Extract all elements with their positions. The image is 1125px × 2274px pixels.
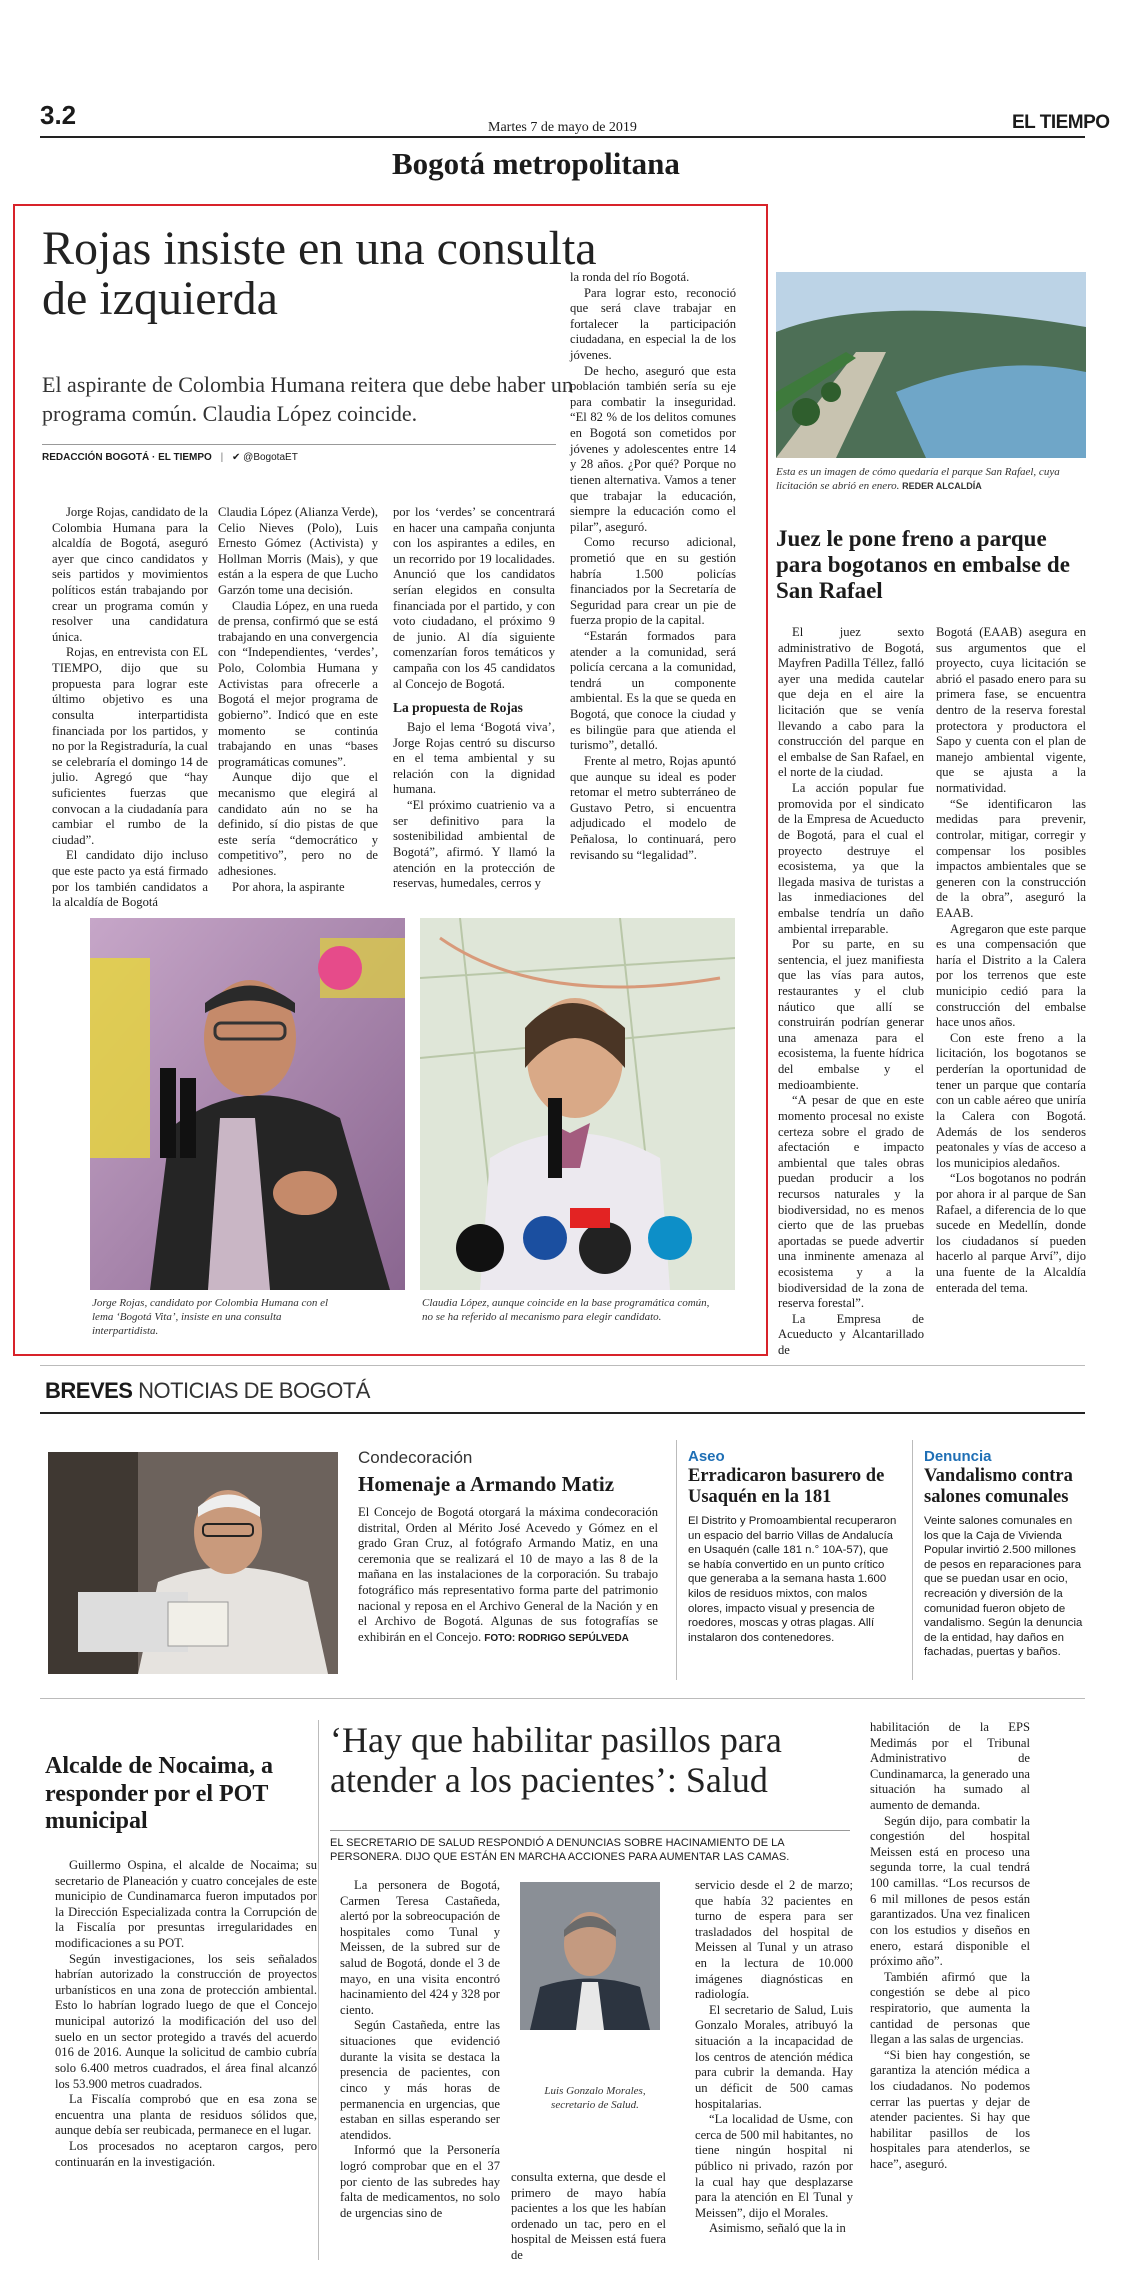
side-col-2 [936, 625, 1086, 1296]
main-col3-p3: “El próximo cuatrienio va a ser definitivo para la sostenibilidad ambiental de Bogotá”, afirmó. Y llamó la atención en la protección de reservas, humedales, cerros y [393, 798, 555, 891]
nocaima-p4: Los procesados no aceptaron cargos, pero continuarán en la investigación. [55, 2138, 317, 2169]
photo-claudia-lopez-image [420, 918, 735, 1290]
byline [42, 452, 298, 463]
photo-luis-gonzalo-morales [520, 1882, 660, 2030]
san-rafael-photo-credit: REDER ALCALDÍA [902, 480, 982, 491]
salud-photo-caption: Luis Gonzalo Morales, secretario de Salud. [544, 2085, 646, 2111]
photo-jorge-rojas-image [90, 918, 405, 1290]
main-col2-p2: Claudia López, en una rueda de prensa, confirmó que se está trabajando en una convergencia con “Independientes, ‘verdes’, Polo, Colombia Humana y Activistas para ofrecerle a Bogotá el mejor programa de gobierno”. Indicó que en este momento se continúa trabajando en unas “bases programáticas comunes”. [218, 598, 378, 769]
breve1-kicker: Condecoración [358, 1448, 473, 1467]
side-col2-p5: “Los bogotanos no podrán por ahora ir al parque de San Rafael, a diferencia de lo que sucede en Medellín, donde los ciudadanos sí pueden hacerlo al parque Arví”, dijo una fuente de la Alcaldía enterada del tema. [936, 1171, 1086, 1295]
side-col2-p4: Con este freno a la licitación, los bogotanos se perderían la oportunidad de tener un parque que contaría con un cable aéreo que uniría la Calera con Bogotá. Además de los senderos peatonales y vías de acceso a los municipios aledaños. [936, 1030, 1086, 1170]
nocaima-divider [318, 1720, 319, 2260]
salud-col-4 [870, 1720, 1030, 2173]
photo-jorge-rojas [90, 918, 405, 1290]
main-col3-subhead: La propuesta de Rojas [393, 700, 523, 716]
breves-divider-2 [912, 1440, 913, 1680]
salud-col4-p3: También afirmó que la congestión se debe al pico respiratorio, que aumenta la cantidad de personas que llegan a las salas de urgencias. [870, 1969, 1030, 2047]
header-rule [40, 136, 1085, 138]
breve3-body: Veinte salones comunales en los que la Caja de Vivienda Popular invirtió 2.500 millones de pesos en reparaciones para que se puedan usar en ocio, recreación y diversión de la comunidad fueron objeto de vandalismo. Según la denuncia de la entidad, hay daños en fachadas, puertas y baños. [924, 1515, 1083, 1659]
twitter-handle: @BogotaET [243, 452, 298, 463]
breve2-body: El Distrito y Promoambiental recuperaron un espacio del barrio Villas de Andalucía en Usaquén (calle 181 n.° 10A-57), que se había convertido en un punto crítico que generaba a la semana hasta 1.600 kilos de residuos mixtos, con malos olores, impacto visual y presencia de roedores, moscas y otras plagas. Allí instalaron dos contenedores. [688, 1515, 897, 1644]
byline-rule [42, 444, 556, 445]
side-col1-p3: Por su parte, en su sentencia, el juez manifiesta que las vías para autos, restaurantes y el club náutico que allí se construirán podrían generar una amenaza para el ecosistema, la fuente hídrica del embalse y el medioambiente. [778, 937, 924, 1092]
breve1-body [358, 1505, 658, 1645]
salud-col-1 [340, 1878, 500, 2221]
photo1-caption: Jorge Rojas, candidato por Colombia Humana con el lema ‘Bogotá Vita’, insiste en una consulta interpartidista. [92, 1297, 329, 1337]
breve1-headline: Homenaje a Armando Matiz [358, 1472, 615, 1496]
main-col2-p4: Por ahora, la aspirante [232, 879, 345, 894]
main-col3-p2: Bajo el lema ‘Bogotá viva’, Jorge Rojas centró su discurso en el tema ambiental y su relación con la dignidad humana. [393, 720, 555, 797]
side-col1-p1: El juez sexto administrativo de Bogotá, Mayfren Padilla Téllez, falló ayer una medida cautelar que deja en el aire la licitación que se venía llevando a cabo para la construcción del parque en el embalse de San Rafael, en el norte de la ciudad. [778, 625, 924, 780]
breve1-text: El Concejo de Bogotá otorgará la máxima condecoración distrital, Orden al Mérito José Acevedo y Gómez en el grado Gran Cruz, al fotógrafo Armando Matiz, en una ceremonia que se realizará el 10 de mayo a las 8 de la mañana en las instalaciones de la corporación. Su trabajo fotográfico más representativo forma parte del patrimonio nacional y reposa en el Archivo General de la Nación y en el Archivo de Bogotá. Algunas de sus fotografías se exhibirán en el Concejo. [358, 1505, 658, 1644]
main-col4-p5: “Estarán formados para atender a la comunidad, será policía cercana a la comunidad, tendrá un componente ambiental. Es la que se queda en Bogotá, que conoce la ciudad y es bilingüe para que atienda el turismo”, detalló. [570, 629, 736, 753]
main-deck: El aspirante de Colombia Humana reitera que debe haber un programa común. Claudia López coincide. [42, 372, 573, 427]
section-title: Bogotá metropolitana [392, 146, 680, 181]
main-col4-p1: la ronda del río Bogotá. [570, 270, 690, 284]
side-col-1 [778, 625, 924, 1359]
side-headline: Juez le pone freno a parque para bogotanos en embalse de San Rafael [776, 526, 1070, 603]
photo-san-rafael-image [776, 272, 1086, 458]
salud-col3-p3: “La localidad de Usme, con cerca de 500 mil habitantes, no tiene ningún hospital ni público ni privado, razón por la cual hay que desplazarse para la atención en El Tunal y Meissen”, dijo el Morales. [695, 2112, 853, 2220]
nocaima-p3: La Fiscalía comprobó que en esa zona se encuentra una planta de residuos sólidos que, aunque debía ser reubicada, permanece en el lugar. [55, 2092, 317, 2138]
masthead-logo: EL TIEMPO [1012, 112, 1110, 133]
salud-col3-p4: Asimismo, señaló que la in [709, 2221, 846, 2236]
side-col2-p1: Bogotá (EAAB) asegura en sus argumentos que el proyecto, cuya licitación se abrió el pasado enero para su primera fase, se encuentra dentro de la reserva forestal protectora y productora el Sapo y cuenta con el plan de manejo ambiental vigente, que se ajusta a la normatividad. [936, 625, 1086, 796]
photo-luis-gonzalo-morales-image [520, 1882, 660, 2030]
issue-date: Martes 7 de mayo de 2019 [488, 120, 637, 135]
breves-top-rule [40, 1365, 1085, 1366]
byline-divider: | [220, 452, 224, 463]
breves-label-rule [40, 1412, 1085, 1414]
breves-divider-1 [676, 1440, 677, 1680]
breve2-kicker: Aseo [688, 1448, 725, 1465]
main-col4-p4: Como recurso adicional, prometió que en su gestión habría 1.500 policías financiados por la Secretaría de Seguridad para crear un pie de fuerza propio de la capital. [570, 535, 736, 628]
main-col3-p1: por los ‘verdes’ se concentrará en hacer una campaña conjunta con los aspirantes a ediles, en un recorrido por 19 localidades. Anunció que los candidatos serían elegidos en consulta financiada por el partido, y con voto ciudadano, el próximo 9 de junio. Al día siguiente comenzarían foros temáticos y campaña con los 45 candidatos al Concejo de Bogotá. [393, 505, 555, 691]
main-col-1 [52, 505, 208, 911]
byline-text: REDACCIÓN BOGOTÁ · EL TIEMPO [42, 452, 212, 463]
photo2-caption: Claudia López, aunque coincide en la base programática común, no se ha referido al mecanismo para elegir candidato. [422, 1297, 710, 1323]
main-col1-p2: Rojas, en entrevista con EL TIEMPO, dijo que su propuesta para lograr este último objetivo es una consulta interpartidista financiada por los partidos, y no por la Registraduría, la cual se celebraría el domingo 14 de julio. Agregó que “hay suficientes fuerzas que convocan a la ciudadanía para cambiar el rumbo de la ciudad”. [52, 645, 208, 847]
salud-col1-p1: La personera de Bogotá, Carmen Teresa Castañeda, alertó por la sobreocupación de hospitales como Tunal y Meissen, de la subred sur de salud de Bogotá, donde el 3 de mayo, en una visita encontró hacinamiento del 424 y 328 por ciento. [340, 1878, 500, 2017]
main-col-3 [393, 505, 555, 892]
side-col2-p3: Agregaron que este parque es una compensación que haría el Distrito a la Calera por los terrenos que este municipio cedió para la construcción del embalse hace unos años. [936, 921, 1086, 1030]
main-col-2 [218, 505, 378, 895]
san-rafael-caption [776, 466, 1082, 494]
salud-deck-rule [330, 1830, 850, 1831]
main-col1-p1: Jorge Rojas, candidato de la Colombia Humana para la alcaldía de Bogotá, aseguró ayer que cinco candidatos y seis partidos y movimientos políticos están trabajando por crear un programa común y resolver una candidatura única. [52, 505, 208, 644]
photo-claudia-lopez [420, 918, 735, 1290]
main-col4-p6: Frente al metro, Rojas apuntó que aunque su ideal es poder retomar el metro subterráneo de Gustavo Petro, si encuentra adjudicado el modelo de Peñalosa, lo continuará, pero revisando su “legalidad”. [570, 753, 736, 862]
nocaima-body [55, 1858, 317, 2170]
side-col2-p2: “Se identificaron las medidas para prevenir, controlar, mitigar, corregir y compensar los posibles impactos ambientales que se generen con la construcción de la obra”, aseguró la EAAB. [936, 796, 1086, 920]
salud-deck: EL SECRETARIO DE SALUD RESPONDIÓ A DENUNCIAS SOBRE HACINAMIENTO DE LA PERSONERA. DIJO QUE ESTÁN EN MARCHA ACCIONES PARA AUMENTAR LAS CAMAS. [330, 1837, 790, 1864]
nocaima-p2: Según investigaciones, los seis señalados habrían autorizado la construcción de proyectos urbanísticos en una zona de protección ambiental. Esto lo habrían logrado luego de que el Concejo municipal autorizó la modificación del uso del suelo en un sector protegido a través del acuerdo 016 de 2016. Aunque la solicitud de cambio cubría solo 6.400 metros cuadrados, el área final alcanzó los 53.900 metros cuadrados. [55, 1951, 317, 2091]
breve3-kicker: Denuncia [924, 1448, 992, 1465]
photo-armando-matiz-image [48, 1452, 338, 1674]
main-col4-p3: De hecho, aseguró que esta población también sería su eje para combatir la inseguridad. “El 82 % de los delitos comunes en Bogotá son cometidos por jóvenes y adolescentes entre 14 y 28 años. ¿Por qué? Porque no tienen alternativa. Vamos a tener que trabajar la educación, siempre la educación como el pilar”, aseguró. [570, 363, 736, 534]
salud-col4-p1: habilitación de la EPS Medimás por el Tribunal Administrativo de Cundinamarca, la generado una situación ha sumado al aumento de demanda. [870, 1720, 1030, 1813]
photo-san-rafael [776, 272, 1086, 458]
main-col4-p2: Para lograr esto, reconoció que será clave trabajar en fortalecer la participación ciudadana, en especial la de los jóvenes. [570, 285, 736, 363]
photo-armando-matiz [48, 1452, 338, 1674]
salud-col-3 [695, 1878, 853, 2237]
salud-col-2-tail: consulta externa, que desde el primero de mayo había pacientes a los que les habían ordenado un tac, pero en el hospital de Meissen está fuera de [511, 2170, 666, 2263]
breves-bottom-rule [40, 1698, 1085, 1699]
salud-col1-p2: Según Castañeda, entre las situaciones que evidenció durante la visita se destaca la presencia de pacientes, con cinco y más horas de permanencia en urgencias, que estaban en sillas esperando ser atendidos. [340, 2018, 500, 2142]
salud-col1-p3: Informó que la Personería logró comprobar que en el 37 por ciento de las subredes hay falta de medicamentos, no solo de urgencias sino de [340, 2143, 500, 2220]
nocaima-p1: Guillermo Ospina, el alcalde de Nocaima; su secretario de Planeación y cuatro concejales de este municipio de Cundinamarca fueron imputados por la Dirección Especializada contra la Corrupción de la Fiscalía por presuntas irregularidades en modificaciones a su POT. [55, 1858, 317, 1951]
breves-label-bold: BREVES [45, 1378, 133, 1403]
side-col1-p5: La Empresa de Acueducto y Alcantarillado de [778, 1311, 924, 1358]
twitter-icon: ✔ [232, 452, 241, 463]
main-col2-p1: Claudia López (Alianza Verde), Celio Nieves (Polo), Luis Ernesto Gómez (Activista) y Hollman Morris (Mais), y que están a la espera de que Lucho Garzón tome una decisión. [218, 505, 378, 598]
side-col1-p2: La acción popular fue promovida por el sindicato de la Empresa de Acueducto de Bogotá, para el cual el proyecto destruye el ecosistema, ya que la llegada masiva de turistas a las inmediaciones del embalse tendría un daño ambiental irreparable. [778, 781, 924, 936]
salud-headline: ‘Hay que habilitar pasillos para atender a los pacientes’: Salud [330, 1720, 782, 1801]
salud-col4-p2: Según dijo, para combatir la congestión del hospital Meissen está en proceso una segunda torre, la cual tendrá 100 camillas. “Los recursos de 6 mil millones de pesos están garantizados. Una vez finalicen con los estudios y diseños en enero, estará disponible el próximo año”. [870, 1813, 1030, 1969]
main-col2-p3: Aunque dijo que el mecanismo que elegirá al candidato aún no se ha definido, sí dio pistas de que este sería “democrático y competitivo”, pero no de adhesiones. [218, 770, 378, 879]
page-number: 3.2 [40, 100, 77, 130]
breves-label [45, 1378, 370, 1404]
breve2-headline: Erradicaron basurero de Usaquén en la 181 [688, 1466, 885, 1507]
breve1-credit: FOTO: RODRIGO SEPÚLVEDA [484, 1632, 629, 1644]
san-rafael-caption-text: Esta es un imagen de cómo quedaría el parque San Rafael, cuya licitación se abrió en enero. [776, 466, 1060, 492]
main-col-4 [570, 270, 736, 863]
nocaima-headline: Alcalde de Nocaima, a responder por el POT municipal [45, 1753, 273, 1835]
main-col1-p3: El candidato dijo incluso que este pacto ya está firmado por los también candidatos a la alcaldía de Bogotá [52, 848, 208, 910]
main-headline: Rojas insiste en una consulta de izquierda [42, 222, 597, 326]
breves-label-light: NOTICIAS DE BOGOTÁ [138, 1378, 370, 1403]
salud-col3-p2: El secretario de Salud, Luis Gonzalo Morales, atribuyó la situación a la incapacidad de los centros de atención médica para cubrir la demanda. Hay un déficit de 500 camas hospitalarias. [695, 2002, 853, 2111]
breve3-headline: Vandalismo contra salones comunales [924, 1466, 1073, 1507]
salud-col3-p1: servicio desde el 2 de marzo; que había 32 pacientes en turno de espera para ser trasladados del hospital de Meissen al Tunal y un atraso en la lectura de 10.000 imágenes diagnósticas en radiología. [695, 1878, 853, 2002]
salud-col4-p4: “Si bien hay congestión, se garantiza la atención médica a los ciudadanos. No podemos cerrar las puertas y dejar de atender pacientes. Si hay que habilitar pasillos de los hospitales para atenderlos, se hace”, aseguró. [870, 2047, 1030, 2172]
side-col1-p4: “A pesar de que en este momento procesal no existe certeza sobre el grado de afectación e impacto ambiental que tales obras puedan producir a los recursos naturales y la biodiversidad, no es menos cierto que de las pruebas aportadas se puede advertir una inminente amenaza al ecosistema y a la biodiversidad de la zona de reserva forestal”. [778, 1093, 924, 1311]
